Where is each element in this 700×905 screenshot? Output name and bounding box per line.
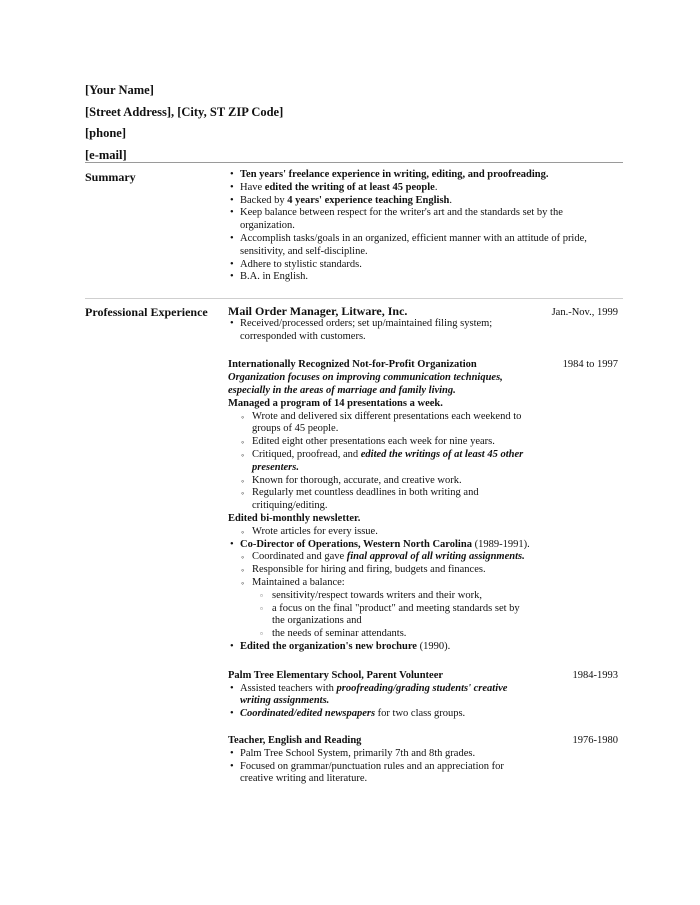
balance-item: ▫ the needs of seminar attendants. (260, 628, 530, 641)
summary-item-text: Accomplish tasks/goals in an organized, efficient manner with an attitude of pride, sensitivity, and self-discipline. (240, 232, 587, 257)
managed-item (240, 436, 540, 449)
job-title: Mail Order Manager, Litware, Inc. (228, 304, 408, 318)
newsletter-list (240, 526, 618, 539)
codirector-subitem: ◦ Maintained a balance: (240, 577, 530, 590)
item-emphasis: proofreading/grading students' creative writing assignments. (240, 682, 508, 707)
item-emphasis: edited the writings of at least 45 other presenters. (252, 448, 524, 473)
item-text: Known for thorough, accurate, and creative work. (252, 474, 462, 486)
job-bullet (228, 683, 528, 709)
job-dates: 1976-1980 (572, 734, 618, 746)
managed-item (240, 487, 540, 513)
contact-header (85, 80, 283, 166)
managed-item (240, 411, 540, 437)
balance-item: ▫ sensitivity/respect towards writers and their work, (260, 590, 530, 603)
job-dates: 1984 to 1997 (562, 359, 618, 371)
item-text: Wrote and delivered six different presentations each weekend to groups of 45 people. (252, 410, 522, 435)
summary-item-text: B.A. in English. (240, 271, 308, 283)
job-title: Palm Tree Elementary School, Parent Volunteer (228, 669, 444, 681)
summary-item-text: Backed by (240, 194, 288, 206)
job-bullet: • Focused on grammar/punctuation rules and an appreciation for creative writing and literature. (228, 761, 528, 787)
summary-item-text: Adhere to stylistic standards. (240, 258, 362, 270)
job-bullet (228, 708, 528, 721)
managed-list (240, 411, 540, 513)
codirector-title: Co-Director of Operations, Western North Carolina (240, 538, 472, 550)
summary-item (228, 233, 618, 259)
job-title: Teacher, English and Reading (228, 734, 362, 746)
summary-item (228, 271, 618, 284)
address-placeholder: [Street Address], [City, ST ZIP Code] (85, 104, 284, 119)
item-text: for two class groups. (375, 708, 466, 720)
job-litware (228, 305, 618, 343)
codirector-sublist (240, 551, 530, 589)
email-placeholder: [e-mail] (85, 147, 127, 162)
balance-list (260, 590, 530, 641)
summary-item (228, 207, 618, 233)
summary-item-text: . (449, 194, 453, 206)
experience-section (228, 305, 618, 786)
phone-placeholder: [phone] (85, 126, 126, 140)
job-bullets (228, 318, 528, 344)
summary-item-bold: 4 years' experience teaching English (287, 194, 450, 206)
summary-list (228, 169, 618, 284)
item-text: Coordinated and gave (252, 551, 347, 563)
summary-item (228, 169, 618, 182)
job-dates: Jan.-Nov., 1999 (551, 307, 618, 318)
brochure-item (228, 641, 618, 654)
name-placeholder: [Your Name] (85, 83, 154, 97)
job-palm-tree-volunteer (228, 670, 618, 721)
summary-item (228, 259, 618, 272)
job-dates: 1984-1993 (572, 669, 618, 681)
summary-item (228, 195, 618, 208)
codirector-list (228, 539, 618, 552)
summary-item-bold: edited the writing of at least 45 people (264, 181, 435, 193)
summary-heading: Summary (85, 170, 136, 184)
brochure-title: Edited the organization's new brochure (240, 640, 417, 652)
item-text: Edited eight other presentations each week for nine years. (252, 436, 495, 448)
newsletter-line: Edited bi-monthly newsletter. (228, 512, 361, 524)
item-text: Regularly met countless deadlines in both writing and critiquing/editing. (252, 487, 479, 512)
brochure-years: (1990). (416, 640, 451, 652)
job-bullets (228, 683, 528, 721)
codirector-years: (1989-1991). (471, 538, 530, 550)
summary-item-text: Keep balance between respect for the writer's art and the standards set by the organization. (240, 207, 563, 232)
codirector-subitem (240, 551, 530, 564)
job-title: Internationally Recognized Not-for-Profit Organization (228, 359, 477, 371)
item-text: Assisted teachers with (240, 682, 337, 694)
summary-item (228, 182, 618, 195)
job-bullets (228, 748, 528, 786)
job-bullet: • Received/processed orders; set up/maintained filing system; corresponded with customers. (228, 318, 528, 344)
managed-item (240, 449, 540, 475)
balance-item: ▫ a focus on the final "product" and meeting standards set by the organizations and (260, 603, 530, 629)
section-divider (85, 298, 623, 299)
organization-description: Organization focuses on improving communication techniques, especially in the areas of marriage and family living. (228, 372, 503, 396)
header-divider (85, 162, 623, 163)
brochure-list (228, 641, 618, 654)
managed-program: Managed a program of 14 presentations a week. (228, 397, 443, 409)
item-text: Critiqued, proofread, and (252, 448, 361, 460)
item-emphasis: final approval of all writing assignments. (346, 551, 525, 563)
job-nonprofit (228, 359, 618, 653)
codirector-item (228, 539, 618, 552)
summary-item-text: Have (240, 181, 265, 193)
item-emphasis: Coordinated/edited newspapers (240, 708, 376, 720)
summary-section (228, 169, 618, 284)
summary-item-bold: Ten years' freelance experience in writing, editing, and proofreading. (240, 169, 549, 180)
job-bullet: • Palm Tree School System, primarily 7th and 8th grades. (228, 748, 528, 761)
newsletter-item: ◦ Wrote articles for every issue. (240, 526, 618, 539)
managed-item (240, 475, 540, 488)
codirector-subitem: ◦ Responsible for hiring and firing, budgets and finances. (240, 564, 530, 577)
summary-item-text: . (434, 181, 438, 193)
job-teacher (228, 735, 618, 786)
experience-heading: Professional Experience (85, 305, 208, 319)
